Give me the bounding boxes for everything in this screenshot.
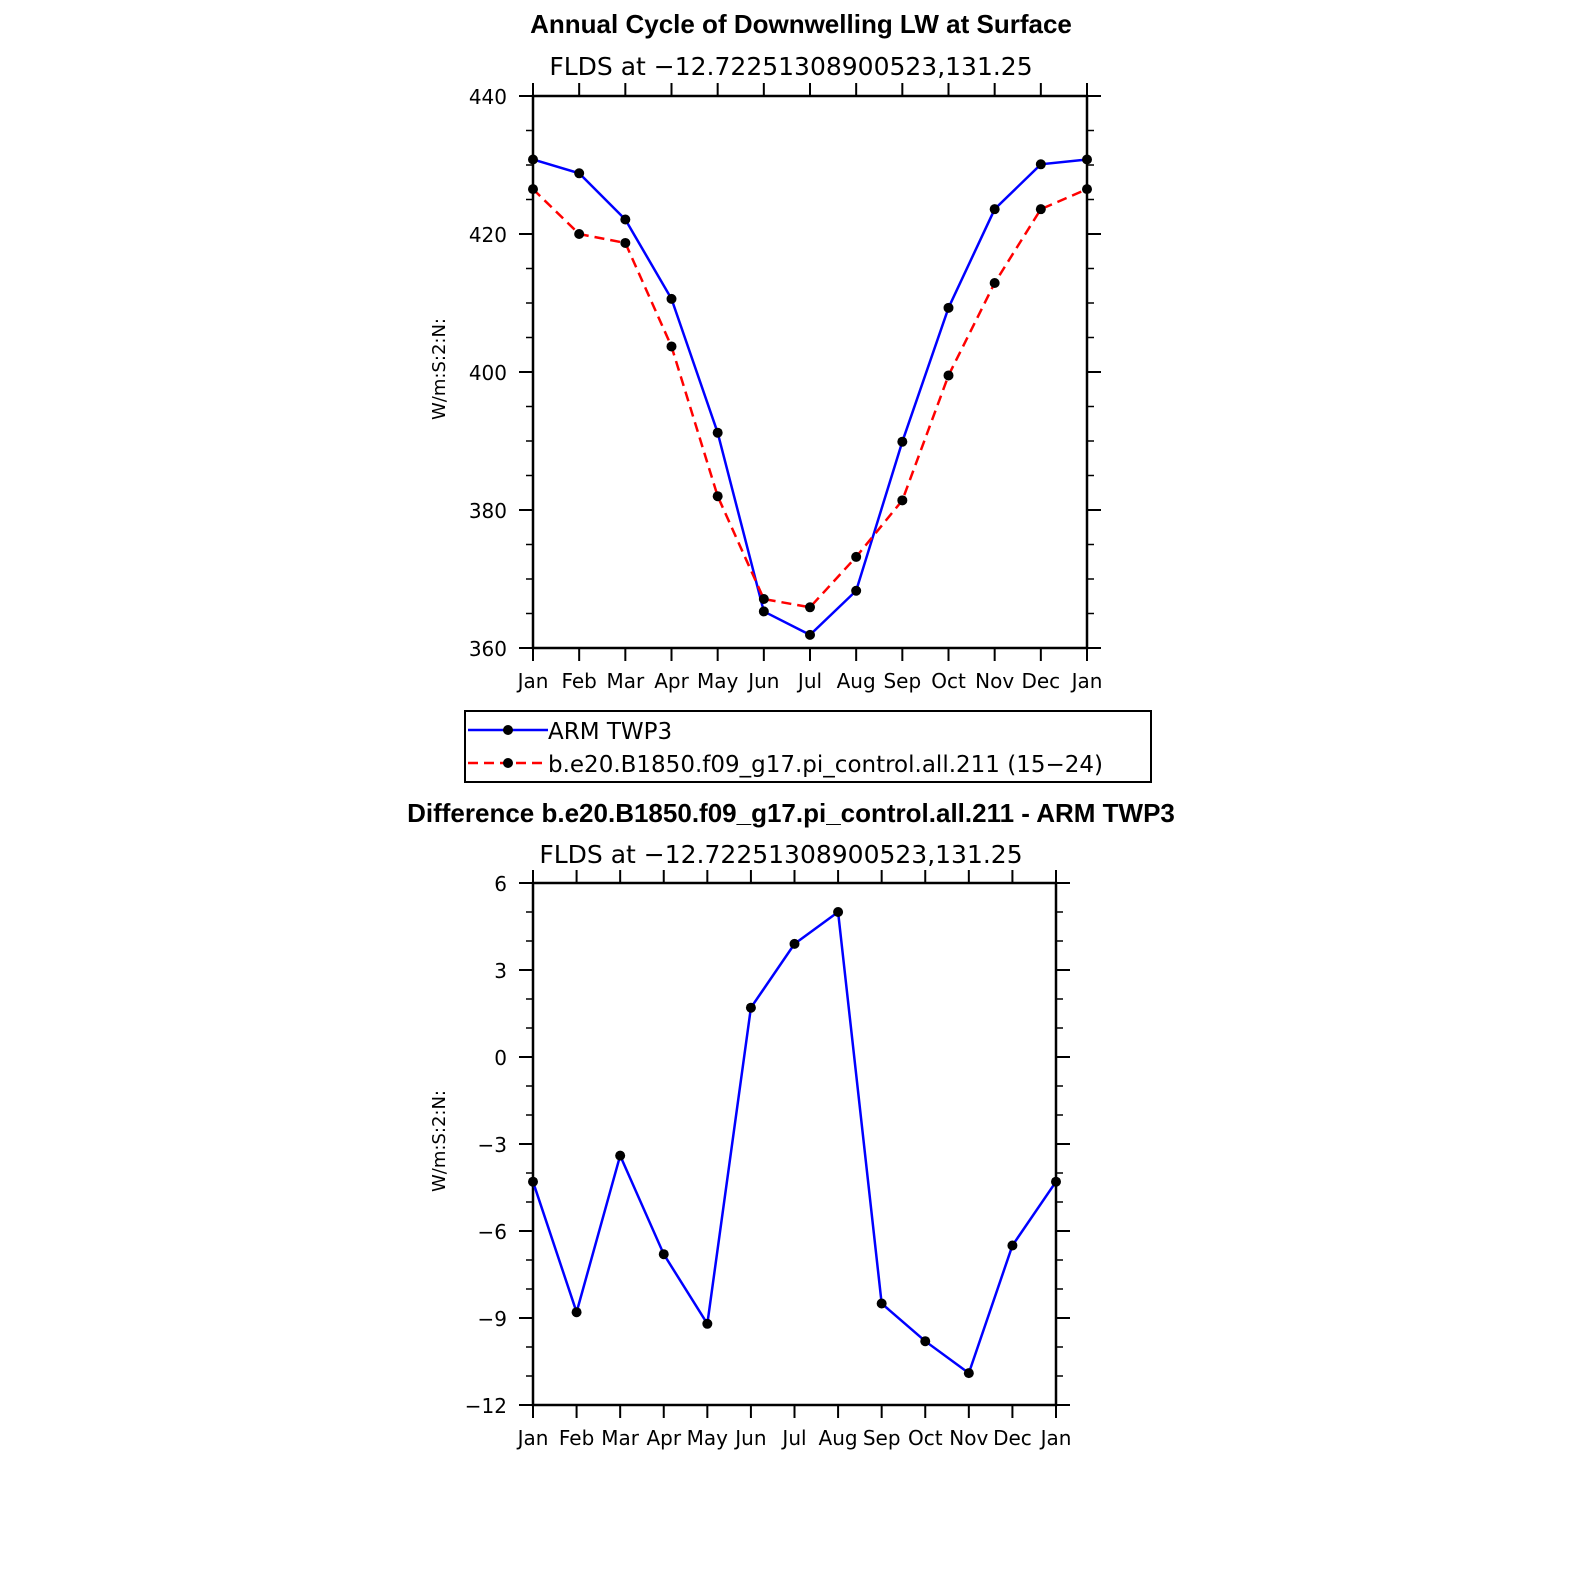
y-tick-label: 6 xyxy=(494,872,507,896)
annual-cycle-chart xyxy=(429,9,1102,693)
legend-marker-arm xyxy=(503,725,513,735)
axes xyxy=(465,870,1072,1450)
x-tick-label: May xyxy=(696,669,739,693)
x-tick-label: Sep xyxy=(883,669,922,693)
data-point xyxy=(944,303,954,313)
data-point xyxy=(746,1003,756,1013)
data-point xyxy=(572,1307,582,1317)
x-tick-label: Jun xyxy=(748,669,780,693)
data-point xyxy=(713,428,723,438)
y-axis-label: W/m:S:2:N: xyxy=(429,318,450,420)
series-layer xyxy=(528,154,1092,639)
chart-title: Annual Cycle of Downwelling LW at Surface xyxy=(530,9,1072,39)
data-point xyxy=(1036,159,1046,169)
data-point xyxy=(659,1249,669,1259)
legend-marker-model xyxy=(503,758,513,768)
x-tick-label: Jan xyxy=(1071,669,1103,693)
data-point xyxy=(759,606,769,616)
plot-frame xyxy=(533,883,1056,1405)
chart-subtitle: FLDS at −12.72251308900523,131.25 xyxy=(549,52,1033,81)
legend-label-arm: ARM TWP3 xyxy=(548,719,673,745)
series-line xyxy=(533,159,1087,634)
y-tick-label: −12 xyxy=(464,1394,507,1418)
x-tick-label: Jun xyxy=(735,1426,767,1450)
data-point xyxy=(805,630,815,640)
data-point xyxy=(833,907,843,917)
y-tick-label: 360 xyxy=(468,637,507,661)
legend-label-model: b.e20.B1850.f09_g17.pi_control.all.211 (15−24) xyxy=(548,752,1103,778)
x-tick-label: Jul xyxy=(782,1426,807,1450)
legend xyxy=(465,711,1151,782)
y-axis-label: W/m:S:2:N: xyxy=(429,1090,450,1192)
series-line xyxy=(533,189,1087,607)
data-point xyxy=(620,238,630,248)
chart-subtitle: FLDS at −12.72251308900523,131.25 xyxy=(539,840,1023,869)
data-point xyxy=(944,370,954,380)
x-tick-label: Aug xyxy=(836,669,876,693)
data-point xyxy=(897,495,907,505)
x-tick-label: Jan xyxy=(517,1426,549,1450)
data-point xyxy=(964,1368,974,1378)
x-tick-label: Feb xyxy=(561,669,597,693)
data-point xyxy=(615,1151,625,1161)
y-tick-label: 3 xyxy=(494,959,507,983)
data-point xyxy=(1036,204,1046,214)
data-point xyxy=(528,154,538,164)
data-point xyxy=(990,204,1000,214)
x-tick-label: Sep xyxy=(862,1426,901,1450)
series-line xyxy=(533,912,1056,1373)
x-tick-label: Apr xyxy=(646,1426,682,1450)
data-point xyxy=(1082,154,1092,164)
data-point xyxy=(877,1299,887,1309)
y-tick-label: 0 xyxy=(494,1046,507,1070)
data-point xyxy=(920,1336,930,1346)
x-tick-label: Mar xyxy=(606,669,645,693)
data-point xyxy=(1051,1177,1061,1187)
data-point xyxy=(702,1319,712,1329)
y-tick-label: −9 xyxy=(477,1307,507,1331)
x-tick-label: Oct xyxy=(907,1426,943,1450)
data-point xyxy=(790,939,800,949)
series-layer xyxy=(528,907,1061,1378)
data-point xyxy=(1082,184,1092,194)
data-point xyxy=(897,437,907,447)
x-tick-label: Aug xyxy=(818,1426,858,1450)
data-point xyxy=(1007,1241,1017,1251)
x-tick-label: Jul xyxy=(797,669,823,693)
x-tick-label: Dec xyxy=(1021,669,1061,693)
y-tick-label: 440 xyxy=(468,85,507,109)
legend-entry-arm xyxy=(468,719,672,745)
x-tick-label: Feb xyxy=(558,1426,595,1450)
x-tick-label: Dec xyxy=(993,1426,1032,1450)
data-point xyxy=(528,184,538,194)
data-point xyxy=(574,229,584,239)
x-tick-label: Nov xyxy=(975,669,1015,693)
x-tick-label: Jan xyxy=(517,669,549,693)
data-point xyxy=(759,594,769,604)
x-tick-label: Nov xyxy=(949,1426,989,1450)
data-point xyxy=(574,168,584,178)
y-tick-label: 420 xyxy=(468,223,507,247)
legend-entry-model xyxy=(468,752,1103,778)
chart-title: Difference b.e20.B1850.f09_g17.pi_control.all.211 - ARM TWP3 xyxy=(407,798,1175,828)
x-tick-label: May xyxy=(686,1426,729,1450)
data-point xyxy=(851,552,861,562)
x-tick-label: Mar xyxy=(601,1426,640,1450)
data-point xyxy=(528,1177,538,1187)
data-point xyxy=(990,278,1000,288)
difference-chart xyxy=(407,798,1175,1450)
data-point xyxy=(851,586,861,596)
axes xyxy=(469,83,1103,693)
data-point xyxy=(620,215,630,225)
data-point xyxy=(667,341,677,351)
x-tick-label: Oct xyxy=(931,669,966,693)
y-tick-label: −6 xyxy=(477,1220,507,1244)
data-point xyxy=(667,294,677,304)
y-tick-label: 400 xyxy=(468,361,507,385)
data-point xyxy=(713,491,723,501)
x-tick-label: Apr xyxy=(654,669,689,693)
y-tick-label: 380 xyxy=(468,499,507,523)
plot-frame xyxy=(533,96,1087,648)
x-tick-label: Jan xyxy=(1040,1426,1072,1450)
y-tick-label: −3 xyxy=(477,1133,507,1157)
data-point xyxy=(805,602,815,612)
